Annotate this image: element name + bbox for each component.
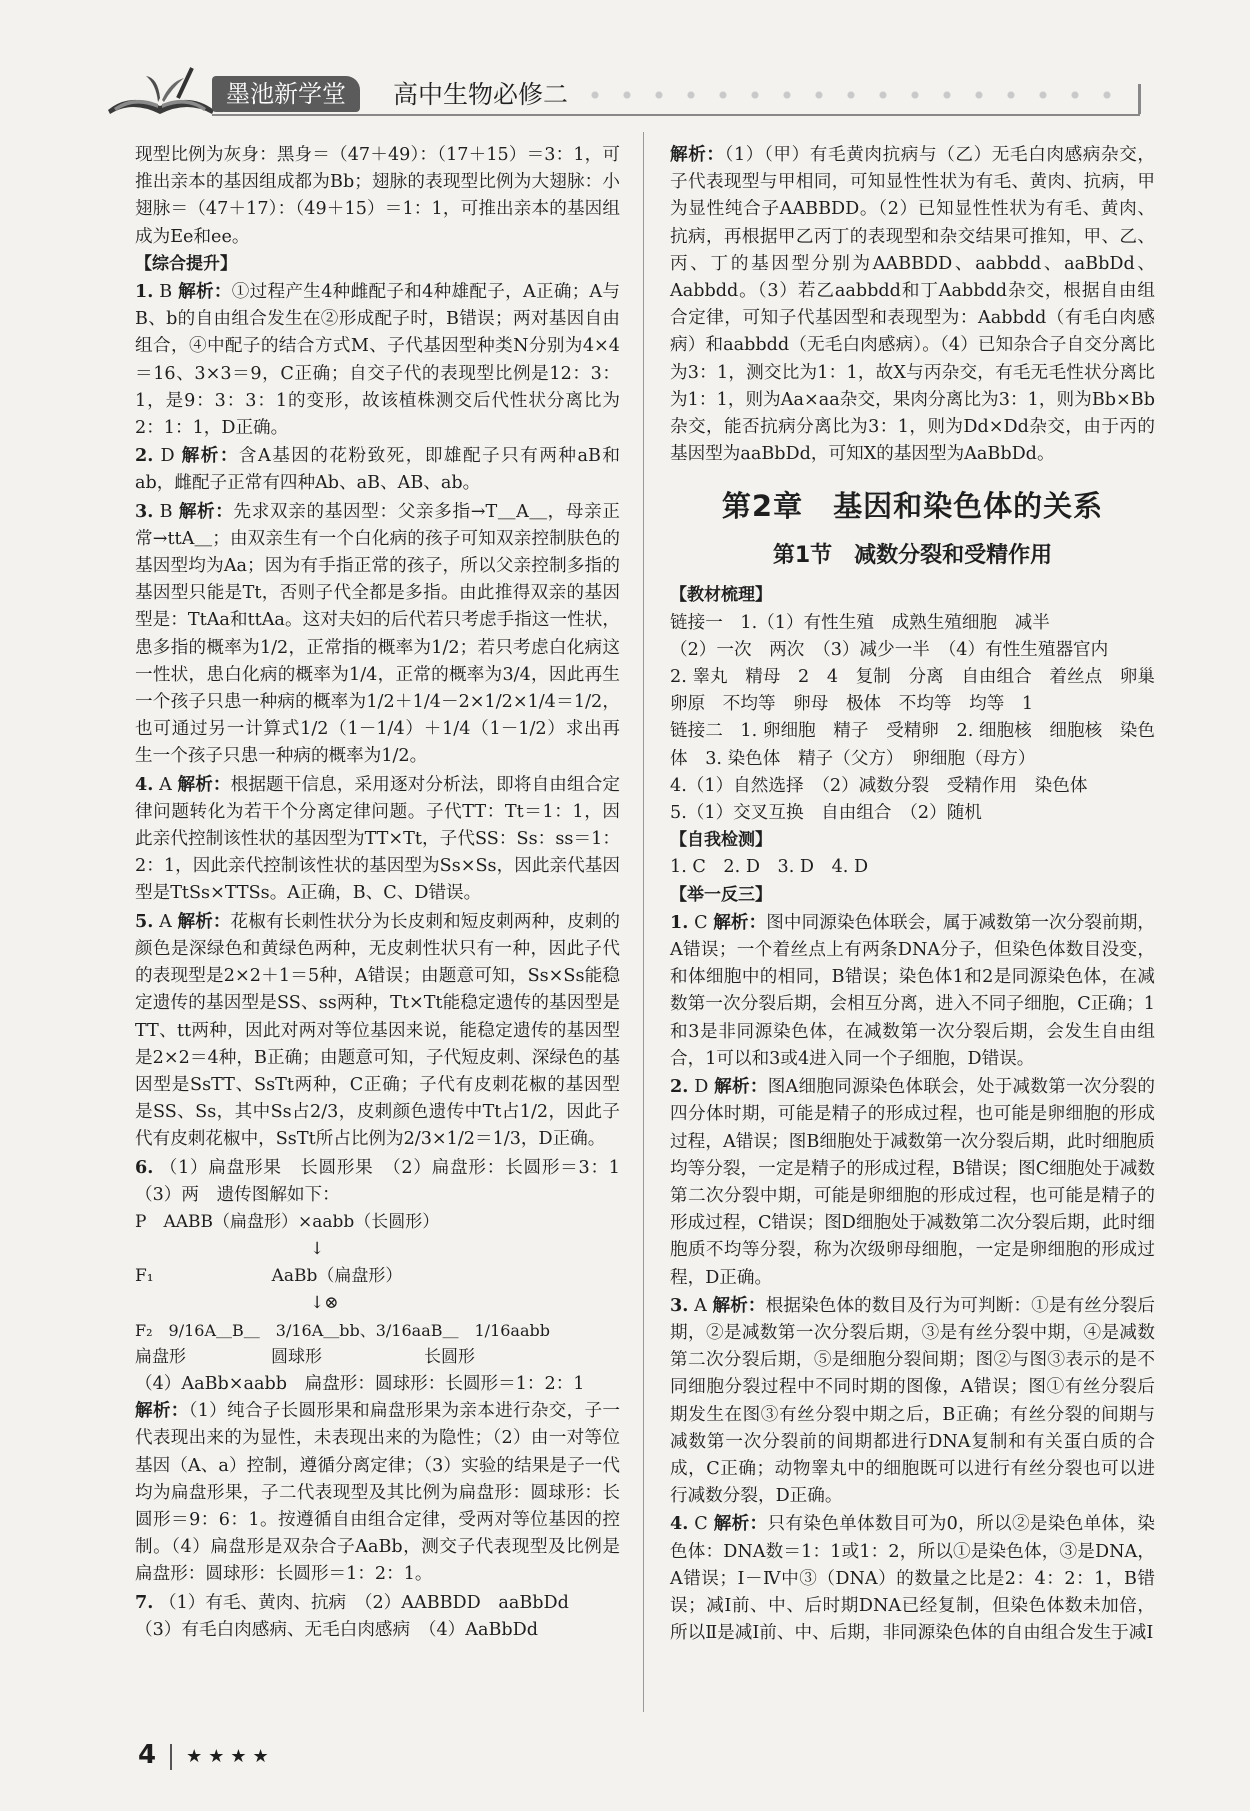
item-answer-line: （1）有毛、黄肉、抗病 （2）AABBDD aaBbDd bbox=[158, 1592, 569, 1613]
diagram-self-cross-arrow: ↓⊗ bbox=[310, 1292, 339, 1313]
item-number: 1. bbox=[135, 281, 154, 303]
f1-genotype: AaBb（扁盘形） bbox=[271, 1265, 403, 1286]
answer-item-7-line2: （3）有毛白肉感病、无毛白肉感病 （4）AaBbDd bbox=[135, 1619, 539, 1640]
answer-item-6-analysis bbox=[135, 1398, 620, 1588]
header-rule bbox=[212, 114, 1140, 116]
item-answer: D bbox=[160, 446, 175, 467]
analysis-label: 解析： bbox=[135, 1401, 189, 1422]
analysis-label: 解析： bbox=[712, 1295, 766, 1316]
item-number: 2. bbox=[135, 445, 154, 467]
item-number: 6. bbox=[135, 1156, 154, 1178]
analysis-label: 解析： bbox=[670, 145, 725, 165]
answer-item-7 bbox=[135, 1589, 620, 1617]
genetic-diagram-f2: F₂ 9/16A＿B＿ 3/16A＿bb、3/16aaB＿ 1/16aabb bbox=[135, 1320, 550, 1340]
answer-item-4 bbox=[135, 771, 620, 908]
textbook-line-6: 5.（1）交叉互换 自由组合 （2）随机 bbox=[670, 803, 982, 824]
genetic-diagram-p: P AABB（扁盘形）×aabb（长圆形） bbox=[135, 1211, 440, 1232]
page-footer bbox=[138, 1740, 275, 1772]
genetic-diagram-f1 bbox=[135, 1263, 620, 1290]
analysis-label: 解析： bbox=[178, 501, 234, 522]
answer-item-6 bbox=[135, 1154, 638, 1209]
item-text: （1）（甲）有毛黄肉抗病与（乙）无毛白肉感病杂交，子代表现型与甲相同，可知显性性状为有毛、黄肉、抗病，甲为显性纯合子AABBDD。（2）已知显性性状为有毛、黄肉、抗病，再根据甲乙丙丁的表现型和杂交结果可推知，甲、乙、丙、丁的基因型分别为AABBDD、aabbdd、aaBbDd、Aabbdd。（3）若乙aabbdd和丁Aabbdd杂交，根据自由组合定律，可知子代基因型和表现型为：Aabbdd（有毛白肉感病）和aabbdd（无毛白肉感病）。（4）已知杂合子自交分离比为3：1，测交比为1：1，故X与丙杂交，有毛无毛性状分离比为1：1，则为Aa×aa杂交，果肉分离比为3：1，则为Bb×Bb杂交，能否抗病分离比为3：1，则为Dd×Dd杂交，由于丙的基因型为aaBbDd，可知X的基因型为AaBbDd。 bbox=[670, 145, 1155, 465]
item-number: 3. bbox=[670, 1294, 689, 1316]
textbook-line-3: 2. 睾丸 精母 2 4 复制 分离 自由组合 着丝点 卵巢 卵原 不均等 卵母 极体 不均等 均等 1 bbox=[670, 667, 1173, 715]
item-text: （1）纯合子长圆形果和扁盘形果为亲本进行杂交，子一代表现出来的为显性，未表现出来的为隐性；（2）由一对等位基因（A、a）控制，遵循分离定律；（3）实验的结果是子一代均为扁盘形果，子二代表现型及其比例为扁盘形：圆球形：长圆形＝9：6：1。按遵循自由组合定律，受两对等位基因的控制。（4）扁盘形是双杂合子AaBb，测交子代表现型及比例是扁盘形：圆球形：长圆形＝1：2：1。 bbox=[135, 1401, 620, 1585]
diagram-arrow: ↓ bbox=[310, 1238, 325, 1259]
item-number: 1. bbox=[670, 911, 689, 933]
intro-paragraph: 现型比例为灰身：黑身＝（47＋49）：（17＋15）＝3：1，可推出亲本的基因组成都为Bb；翅脉的表现型比例为大翅脉：小翅脉＝（47＋17）：（49＋15）＝1：1，可推出亲本的基因组成为Ee和ee。 bbox=[135, 145, 620, 247]
page-number: 4 bbox=[138, 1740, 157, 1770]
analysis-label: 解析： bbox=[178, 282, 232, 303]
practice-item-2 bbox=[670, 1073, 1155, 1292]
practice-item-4 bbox=[670, 1510, 1155, 1647]
item-answer: A bbox=[159, 774, 172, 795]
item-text: 图A细胞同源染色体联会，处于减数第一次分裂的四分体时期，可能是精子的形成过程，也可能是卵细胞的形成过程，A错误；图B细胞处于减数第一次分裂后期，此时细胞质均等分裂，一定是精子的形成过程，B错误；图C细胞处于减数第二次分裂中期，可能是卵细胞的形成过程，也可能是精子的形成过程，C错误；图D细胞处于减数第二次分裂后期，此时细胞质不均等分裂，称为次级卵母细胞，一定是卵细胞的形成过程，D正确。 bbox=[670, 1077, 1156, 1288]
left-column bbox=[135, 142, 638, 1644]
item-answer: C bbox=[694, 912, 708, 933]
answer-item-1 bbox=[135, 278, 620, 442]
answer-item-3 bbox=[135, 498, 620, 771]
item-text: ①过程产生4种雌配子和4种雄配子，A正确；A与B、b的自由组合发生在②形成配子时，B错误；两对基因自由组合，④中配子的结合方式M、子代基因型种类N分别为4×4＝16、3×3＝9，C正确；自交子代的表现型比例是12：3：1，是9：3：3：1的变形，故该植株测交后代性状分离比为2：1：1，D正确。 bbox=[135, 282, 620, 439]
analysis-label: 解析： bbox=[713, 1514, 768, 1535]
item-text: 根据题干信息，采用逐对分析法，即将自由组合定律问题转化为若干个分离定律问题。子代TT：Tt＝1：1，因此亲代控制该性状的基因型为TT×Tt，子代SS：Ss：ss＝1：2：1，因此亲代控制该性状的基因型为Ss×Ss，因此亲代基因型是TtSs×TTSs。A正确，B、C、D错误。 bbox=[135, 774, 620, 904]
textbook-line-1: 链接一 1.（1）有性生殖 成熟生殖细胞 减半 bbox=[670, 612, 1050, 633]
right-column bbox=[670, 142, 1173, 1647]
textbook-line-2: （2）一次 两次 （3）减少一半 （4）有性生殖器官内 bbox=[670, 639, 1109, 660]
subject-title: 高中生物必修二 bbox=[393, 80, 569, 109]
item-text: 图中同源染色体联会，属于减数第一次分裂前期，A错误；一个着丝点上有两条DNA分子，但染色体数目没变，和体细胞中的相同，B错误；染色体1和2是同源染色体，在减数第一次分裂后期，会相互分离，进入不同子细胞，C正确；1和3是非同源染色体，在减数第一次分裂后期，会发生自由组合，1可以和3或4进入同一个子细胞，D错误。 bbox=[670, 912, 1156, 1069]
item-answer-line: （1）扁盘形果 长圆形果 （2）扁盘形：长圆形＝3：1 （3）两 遗传图解如下： bbox=[135, 1157, 638, 1205]
analysis-label: 解析： bbox=[181, 446, 239, 467]
analysis-label: 解析： bbox=[177, 911, 231, 932]
section-heading-self-check: 【自我检测】 bbox=[670, 830, 772, 851]
answer-item-7-analysis bbox=[670, 142, 1155, 468]
item-text: 含A基因的花粉致死，即雄配子只有两种aB和ab，雌配子正常有四种Ab、aB、AB、ab。 bbox=[135, 446, 621, 494]
genetic-diagram-f2-phenotypes: 扁盘形 圆球形 长圆形 bbox=[135, 1346, 475, 1367]
analysis-label: 解析： bbox=[714, 1077, 768, 1098]
textbook-line-4: 链接二 1. 卵细胞 精子 受精卵 2. 细胞核 细胞核 染色体 3. 染色体 精子（父方） 卵细胞（母方） bbox=[670, 721, 1155, 769]
item-number: 4. bbox=[670, 1513, 689, 1535]
item-answer: B bbox=[159, 501, 173, 522]
item-text: 只有染色单体数目可为0，所以②是染色单体，染色体：DNA数＝1：1或1：2，所以①是染色体，③是DNA，A错误；Ⅰ－Ⅳ中③（DNA）的数量之比是2：4：2：1，B错误；减Ⅰ前、中、后时期DNA已经复制，但染色体数未加倍，所以Ⅱ是减Ⅰ前、中、后期，非同源染色体的自由组合发生于减Ⅰ bbox=[670, 1514, 1155, 1644]
item-text: 先求双亲的基因型：父亲多指→T＿A＿，母亲正常→ttA＿；由双亲生有一个白化病的孩子可知双亲控制肤色的基因型均为Aa；因为有手指正常的孩子，所以父亲控制多指的基因型只能是Tt，否则子代全都是多指。由此推得双亲的基因型是：TtAa和ttAa。这对夫妇的后代若只考虑手指这一性状，患多指的概率为1/2，正常指的概率为1/2；若只考虑白化病这一性状，患白化病的概率为1/4，正常的概率为3/4，因此再生一个孩子只患一种病的概率为1/2＋1/4－2×1/2×1/4＝1/2，也可通过另一计算式1/2（1－1/4）＋1/4（1－1/2）求出再生一个孩子只患一种病的概率为1/2。 bbox=[135, 501, 620, 767]
item-number: 5. bbox=[135, 910, 154, 932]
header-end-bar bbox=[1138, 84, 1141, 114]
practice-item-3 bbox=[670, 1292, 1155, 1511]
item-number: 3. bbox=[135, 500, 154, 522]
item-answer: B bbox=[159, 282, 173, 303]
page-header bbox=[90, 62, 1150, 122]
answer-item-5 bbox=[135, 908, 620, 1154]
footer-divider bbox=[170, 1744, 172, 1770]
textbook-line-5: 4.（1）自然选择 （2）减数分裂 受精作用 染色体 bbox=[670, 775, 1088, 796]
section-heading-comprehensive: 【综合提升】 bbox=[135, 253, 237, 274]
item-answer: A bbox=[159, 911, 172, 932]
header-dots bbox=[590, 90, 1135, 100]
book-logo-icon bbox=[100, 62, 220, 122]
section-title: 第1节 减数分裂和受精作用 bbox=[772, 543, 1053, 569]
self-check-answers: 1. C 2. D 3. D 4. D bbox=[670, 857, 869, 878]
column-divider bbox=[643, 132, 644, 1712]
difficulty-stars-icon: ★★★★ bbox=[186, 1746, 275, 1767]
answer-item-6-line4: （4）AaBb×aabb 扁盘形：圆球形：长圆形＝1：2：1 bbox=[135, 1373, 585, 1394]
section-heading-practice: 【举一反三】 bbox=[670, 884, 772, 905]
item-number: 4. bbox=[135, 773, 154, 795]
section-heading-textbook: 【教材梳理】 bbox=[670, 585, 772, 606]
item-answer: A bbox=[694, 1295, 707, 1316]
item-text: 花椒有长刺性状分为长皮刺和短皮刺两种，皮刺的颜色是深绿色和黄绿色两种，无皮刺性状只有一种，因此子代的表现型是2×2＋1＝5种，A错误；由题意可知，Ss×Ss能稳定遗传的基因型是SS、ss两种，Tt×Tt能稳定遗传的基因型是TT、tt两种，因此对两对等位基因来说，能稳定遗传的基因型是2×2＝4种，B正确；由题意可知，子代短皮刺、深绿色的基因型是SsTT、SsTt两种，C正确；子代有皮刺花椒的基因型是SS、Ss，其中Ss占2/3，皮刺颜色遗传中Tt占1/2，因此子代有皮刺花椒中，SsTt所占比例为2/3×1/2＝1/3，D正确。 bbox=[135, 911, 620, 1150]
f1-label: F₁ bbox=[135, 1265, 154, 1286]
item-answer: D bbox=[694, 1077, 709, 1098]
item-answer: C bbox=[694, 1514, 708, 1535]
chapter-title: 第2章 基因和染色体的关系 bbox=[721, 489, 1104, 524]
practice-item-1 bbox=[670, 909, 1155, 1073]
analysis-label: 解析： bbox=[177, 774, 231, 795]
answer-item-2 bbox=[135, 442, 620, 497]
item-number: 7. bbox=[135, 1591, 154, 1613]
analysis-label: 解析： bbox=[713, 912, 767, 933]
item-text: 根据染色体的数目及行为可判断：①是有丝分裂后期，②是减数第一次分裂后期，③是有丝分裂中期，④是减数第二次分裂后期，⑤是细胞分裂间期；图②与图③表示的是不同细胞分裂过程中不同时期的图像，A错误；图①有丝分裂后期发生在图③有丝分裂中期之后，B正确；有丝分裂的间期与减数第一次分裂前的间期都进行DNA复制和有关蛋白质的合成，C正确；动物睾丸中的细胞既可以进行有丝分裂也可以进行减数分裂，D正确。 bbox=[670, 1295, 1155, 1507]
brand-label: 墨池新学堂 bbox=[212, 76, 360, 112]
item-number: 2. bbox=[670, 1076, 689, 1098]
